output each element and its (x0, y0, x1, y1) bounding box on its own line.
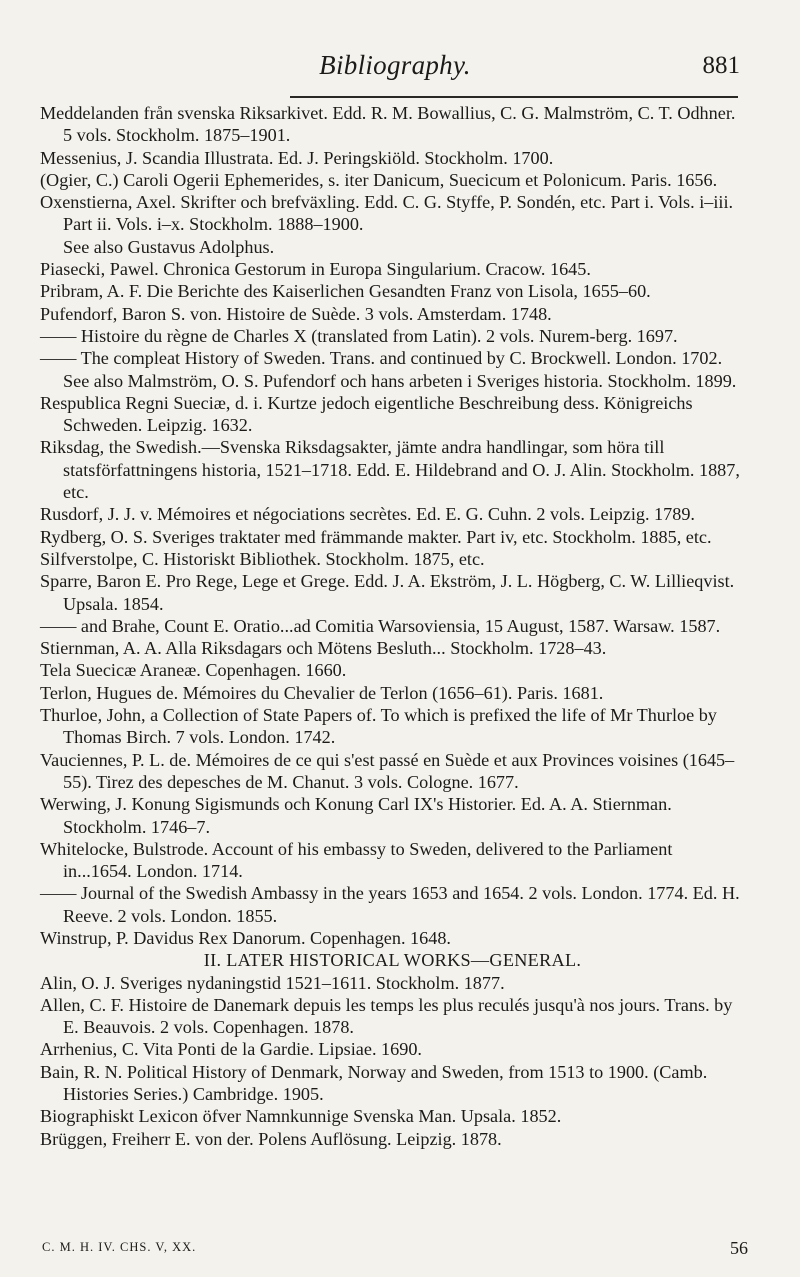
bibliography-entry: Alin, O. J. Sveriges nydaningstid 1521–1611. Stockholm. 1877. (40, 972, 505, 993)
bibliography-entry: Meddelanden från svenska Riksarkivet. Edd. R. M. Bowallius, C. G. Malmström, C. T. Odhner. 5 vols. Stockholm. 1875–1901. (40, 103, 736, 146)
bibliography-entry: Werwing, J. Konung Sigismunds och Konung Carl IX's Historier. Ed. A. A. Stiernman. Stockholm. 1746–7. (40, 794, 672, 837)
bibliography-entry: Allen, C. F. Histoire de Danemark depuis les temps les plus reculés jusqu'à nos jours. Trans. by E. Beauvois. 2 vols. Copenhagen. 1878. (40, 994, 733, 1038)
bibliography-entry: Tela Suecicæ Araneæ. Copenhagen. 1660. (40, 660, 347, 681)
bibliography-entry: Riksdag, the Swedish.—Svenska Riksdagsakter, jämte andra handlingar, som höra till statsförfattningens historia, 1521–1718. Edd. E. Hildebrand and O. J. Alin. Stockholm. 1887, etc. (40, 437, 740, 503)
bibliography-entry: Stiernman, A. A. Alla Riksdagars och Mötens Besluth... Stockholm. 1728–43. (40, 638, 607, 659)
bibliography-entry: Winstrup, P. Davidus Rex Danorum. Copenhagen. 1648. (40, 927, 451, 948)
bibliography-entry: Rydberg, O. S. Sveriges traktater med främmande makter. Part iv, etc. Stockholm. 1885, etc. (40, 526, 712, 547)
bibliography-entry: Rusdorf, J. J. v. Mémoires et négociations secrètes. Ed. E. G. Cuhn. 2 vols. Leipzig. 1789. (40, 504, 695, 525)
signature-line: C. M. H. IV. CHS. V, XX. (42, 1240, 197, 1254)
bibliography-entry: (Ogier, C.) Caroli Ogerii Ephemerides, s. iter Danicum, Suecicum et Polonicum. Paris. 1656. (40, 169, 718, 190)
page-number: 881 (702, 52, 740, 79)
bibliography-entry: —— and Brahe, Count E. Oratio...ad Comitia Warsoviensia, 15 August, 1587. Warsaw. 1587. (40, 615, 721, 636)
bibliography-entry: Whitelocke, Bulstrode. Account of his embassy to Sweden, delivered to the Parliament in...1654. London. 1714. (40, 838, 673, 882)
bibliography-entry: Thurloe, John, a Collection of State Papers of. To which is prefixed the life of Mr Thurloe by Thomas Birch. 7 vols. London. 1742. (40, 705, 717, 748)
bibliography-entry: Terlon, Hugues de. Mémoires du Chevalier de Terlon (1656–61). Paris. 1681. (40, 682, 604, 703)
bibliography-entry: Respublica Regni Sueciæ, d. i. Kurtze jedoch eigentliche Beschreibung dess. Königreichs Schweden. Leipzig. 1632. (40, 392, 693, 436)
see-also-note: See also Malmström, O. S. Pufendorf och hans arbeten i Sveriges historia. Stockholm. 1899. (63, 370, 737, 391)
bibliography-list (40, 102, 745, 1150)
bibliography-entry: Messenius, J. Scandia Illustrata. Ed. J. Peringskiöld. Stockholm. 1700. (40, 147, 554, 168)
running-title: Bibliography. (319, 50, 471, 80)
see-also-note: See also Gustavus Adolphus. (63, 236, 275, 257)
sheet-number: 56 (730, 1238, 748, 1258)
bibliography-entry: Biographiskt Lexicon öfver Namnkunnige Svenska Man. Upsala. 1852. (40, 1106, 562, 1127)
page-header (0, 50, 800, 90)
bibliography-entry: Pufendorf, Baron S. von. Histoire de Suède. 3 vols. Amsterdam. 1748. (40, 303, 552, 324)
bibliography-entry: —— Histoire du règne de Charles X (translated from Latin). 2 vols. Nurem-berg. 1697. (40, 325, 678, 346)
section-heading: II. LATER HISTORICAL WORKS—GENERAL. (203, 950, 582, 971)
bibliography-entry: Bain, R. N. Political History of Denmark, Norway and Sweden, from 1513 to 1900. (Camb. Histories Series.) Cambridge. 1905. (40, 1061, 708, 1105)
bibliography-entry: Silfverstolpe, C. Historiskt Bibliothek. Stockholm. 1875, etc. (40, 548, 485, 569)
header-rule (290, 96, 738, 98)
bibliography-entry: Brüggen, Freiherr E. von der. Polens Auflösung. Leipzig. 1878. (40, 1128, 502, 1149)
bibliography-entry: Piasecki, Pawel. Chronica Gestorum in Europa Singularium. Cracow. 1645. (40, 259, 591, 280)
page-footer (0, 1238, 800, 1268)
bibliography-entry: Vauciennes, P. L. de. Mémoires de ce qui s'est passé en Suède et aux Provinces voisines (1645–55). Tirez des depesches de M. Chanut. 3 vols. Cologne. 1677. (40, 749, 735, 792)
bibliography-entry: Sparre, Baron E. Pro Rege, Lege et Grege. Edd. J. A. Ekström, J. L. Högberg, C. W. Lillieqvist. Upsala. 1854. (40, 571, 735, 614)
bibliography-entry: Pribram, A. F. Die Berichte des Kaiserlichen Gesandten Franz von Lisola, 1655–60. (40, 281, 651, 302)
bibliography-entry: —— The compleat History of Sweden. Trans. and continued by C. Brockwell. London. 1702. (40, 348, 723, 369)
bibliography-entry: —— Journal of the Swedish Ambassy in the years 1653 and 1654. 2 vols. London. 1774. Ed. H. Reeve. 2 vols. London. 1855. (40, 883, 740, 926)
bibliography-entry: Arrhenius, C. Vita Ponti de la Gardie. Lipsiae. 1690. (40, 1039, 422, 1060)
bibliography-entry: Oxenstierna, Axel. Skrifter och brefväxling. Edd. C. G. Styffe, P. Sondén, etc. Part i. Vols. i–iii. Part ii. Vols. i–x. Stockholm. 1888–1900. (40, 192, 734, 235)
